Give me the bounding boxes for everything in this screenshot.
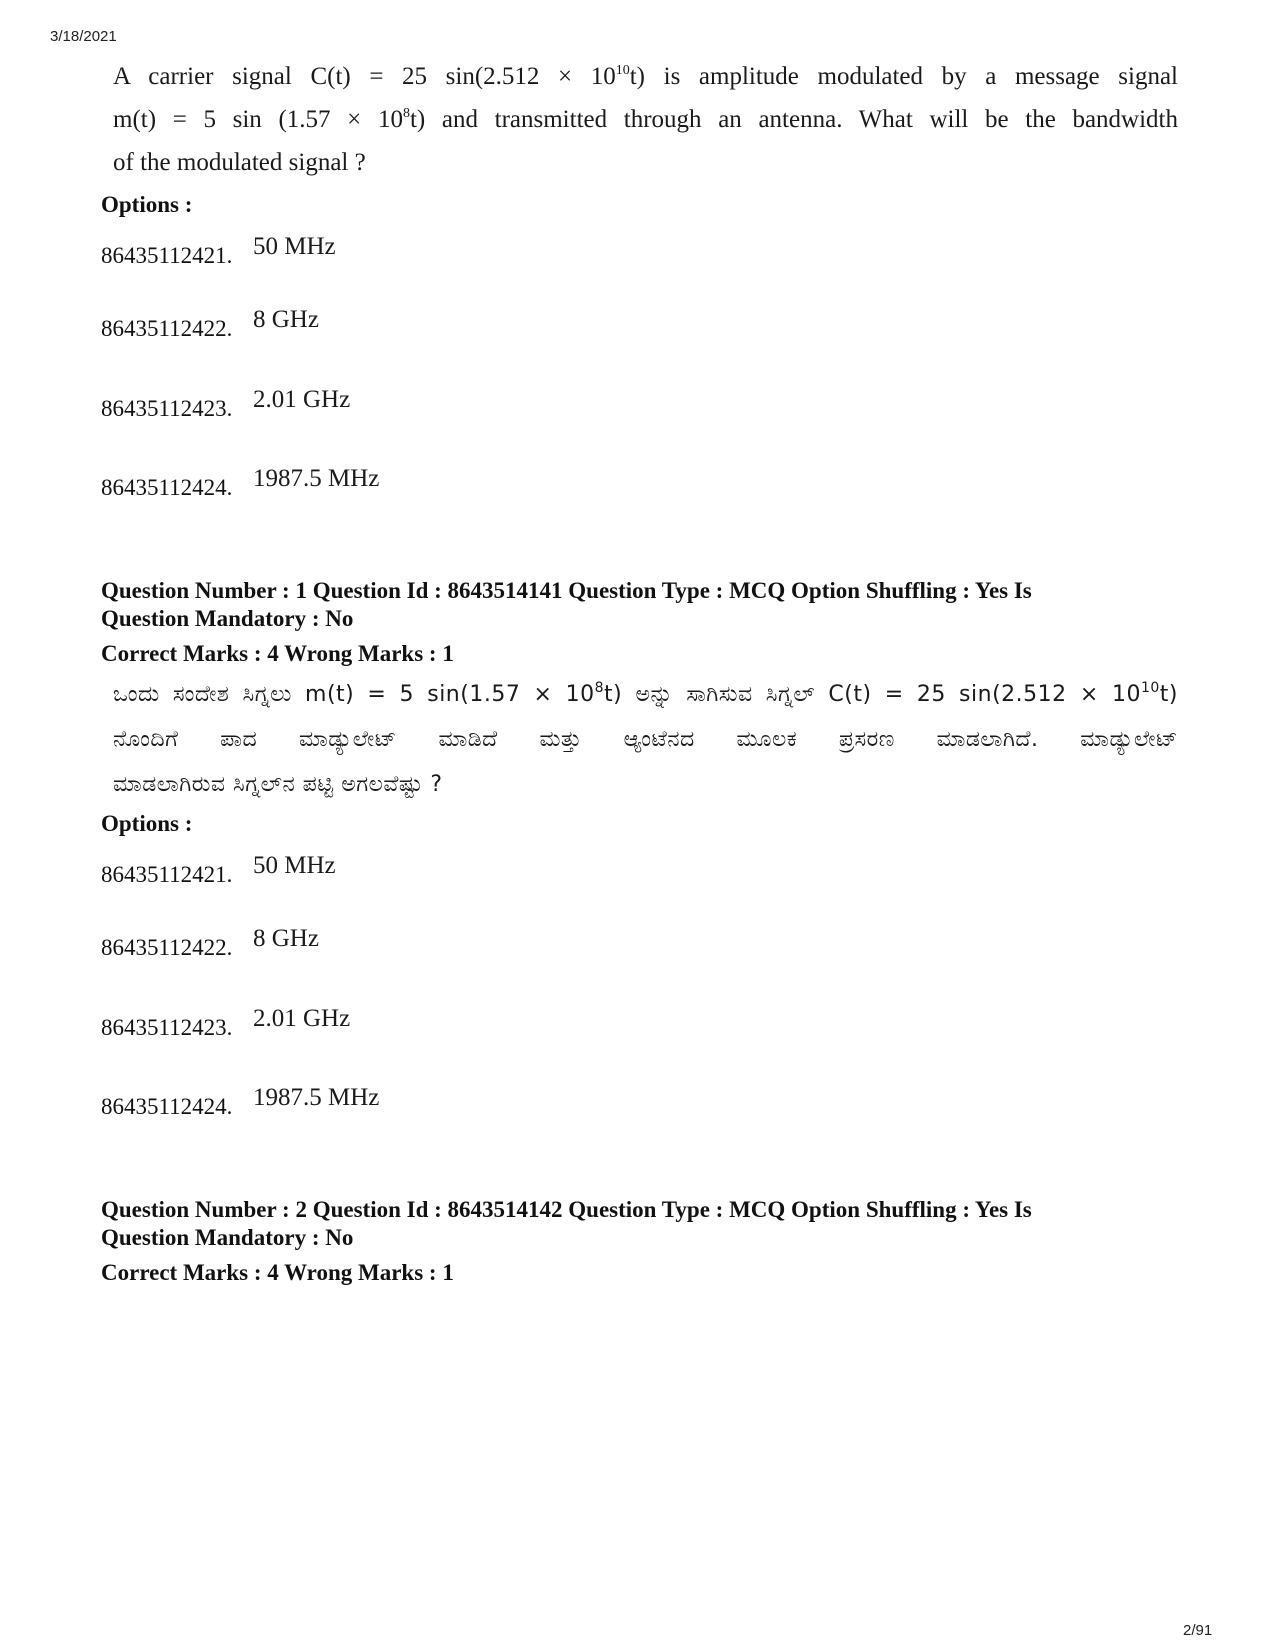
option-id: 86435112424. — [101, 1094, 233, 1119]
page-number: 2/91 — [1183, 1622, 1213, 1639]
option-id: 86435112423. — [101, 1015, 233, 1040]
option-value: 50 MHz — [253, 233, 336, 260]
question-stem-english — [113, 55, 1178, 184]
option-id: 86435112421. — [101, 243, 233, 268]
option-value: 2.01 GHz — [253, 386, 351, 413]
print-date: 3/18/2021 — [50, 28, 117, 45]
option-value: 1987.5 MHz — [253, 465, 380, 492]
option-id: 86435112421. — [101, 862, 233, 887]
stem-line-1: A carrier signal C(t) = 25 $\sin(2.512 \times 10^{10}t)$ is amplitude modulated by a message signal — [113, 62, 1178, 90]
option-row — [101, 306, 319, 342]
option-value: 8 GHz — [253, 306, 319, 333]
option-id: 86435112422. — [101, 935, 233, 960]
question-2-marks: Correct Marks : 4 Wrong Marks : 1 — [101, 1260, 454, 1285]
question-1-marks: Correct Marks : 4 Wrong Marks : 1 — [101, 641, 454, 666]
option-id: 86435112422. — [101, 316, 233, 341]
stem-line-2: m(t) = 5 $\sin (1.57 \times 10^8t)$ and transmitted through an antenna. What will be the bandwidth — [113, 105, 1178, 133]
option-row — [101, 233, 336, 269]
options-label: Options : — [101, 811, 193, 836]
option-id: 86435112423. — [101, 396, 233, 421]
stem-line-3: ಮಾಡಲಾಗಿರುವ ಸಿಗ್ನಲ್‌ನ ಪಟ್ಟಿ ಅಗಲವೆಷ್ಟು ? — [113, 772, 443, 797]
option-row — [101, 1084, 380, 1120]
question-2-meta: Question Number : 2 Question Id : 8643514142 Question Type : MCQ Option Shuffling : Yes Is Question Mandatory : No — [101, 1197, 1032, 1250]
option-row — [101, 386, 351, 422]
option-value: 8 GHz — [253, 925, 319, 952]
question-stem-kannada — [113, 672, 1178, 807]
stem-line-1: ಒಂದು ಸಂದೇಶ ಸಿಗ್ನಲು m(t) = 5 $\sin(1.57 \times 10^8t)$ ಅನ್ನು ಸಾಗಿಸುವ ಸಿಗ್ನಲ್ C(t) = 25 $\sin(2.512 \times 10^{10}t)$ — [113, 679, 1178, 707]
option-value: 2.01 GHz — [253, 1005, 351, 1032]
stem-line-2: ನೊಂದಿಗೆ ಪಾದ ಮಾಡ್ಯುಲೇಟ್ ಮಾಡಿದೆ ಮತ್ತು ಆ್ಯಂಟೆನದ ಮೂಲಕ ಪ್ರಸರಣ ಮಾಡಲಾಗಿದೆ. ಮಾಡ್ಯುಲೇಟ್ — [113, 727, 1178, 752]
option-row — [101, 852, 336, 888]
option-value: 50 MHz — [253, 852, 336, 879]
stem-line-3: of the modulated signal ? — [113, 149, 366, 176]
option-row — [101, 1005, 351, 1041]
option-row — [101, 925, 319, 961]
option-value: 1987.5 MHz — [253, 1084, 380, 1111]
question-1-meta: Question Number : 1 Question Id : 8643514141 Question Type : MCQ Option Shuffling : Yes Is Question Mandatory : No — [101, 578, 1032, 631]
option-id: 86435112424. — [101, 475, 233, 500]
option-row — [101, 465, 380, 501]
options-label: Options : — [101, 192, 193, 217]
